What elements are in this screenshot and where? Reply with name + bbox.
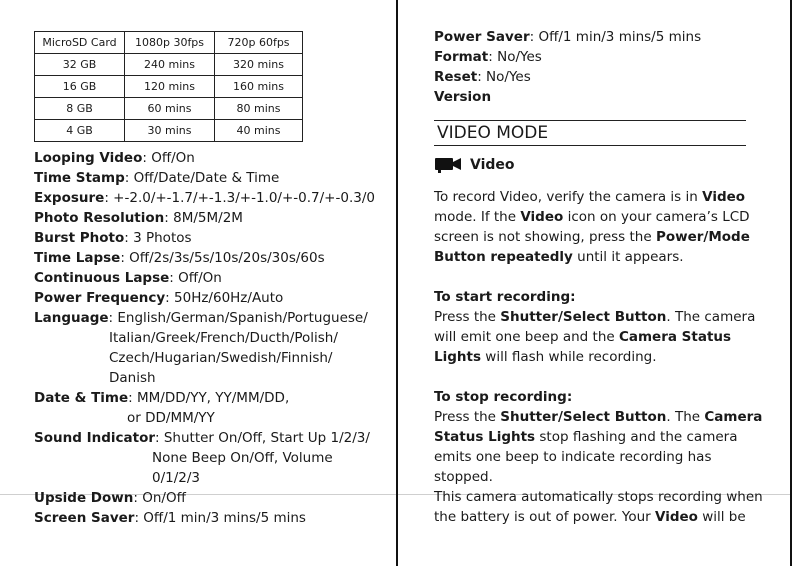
setting-sound-indicator: [34, 428, 375, 448]
setting-language: [34, 308, 375, 328]
table-header: 720p 60fps: [215, 32, 303, 54]
text: Press the: [434, 309, 501, 325]
setting-sound-indicator-cont: 0/1/2/3: [152, 470, 201, 486]
setting-value: : 50Hz/60Hz/Auto: [165, 290, 284, 306]
setting-label: Looping Video: [34, 150, 143, 166]
setting-label: Upside Down: [34, 490, 134, 506]
start-recording-heading: To start recording:: [434, 289, 576, 305]
text: will flash while recording.: [481, 349, 657, 365]
setting-label: Exposure: [34, 190, 105, 206]
text-bold: Power/Mode: [655, 229, 750, 245]
setting-value: : Off/On: [142, 150, 195, 166]
setting-value: : Off/1 min/3 mins/5 mins: [529, 29, 702, 45]
table-cell: 240 mins: [125, 54, 215, 76]
setting-label: Burst Photo: [34, 230, 125, 246]
setting-label: Photo Resolution: [34, 210, 165, 226]
paragraph-stop-recording: [434, 387, 764, 527]
setting-sound-indicator-cont: None Beep On/Off, Volume: [152, 450, 333, 466]
setting-label: Format: [434, 49, 489, 65]
text: until it appears.: [572, 249, 684, 265]
section-title: VIDEO MODE: [434, 120, 746, 146]
text: mode. If the: [434, 209, 521, 225]
settings-list: [34, 148, 375, 528]
setting-value: : No/Yes: [488, 49, 542, 65]
table-cell: 8 GB: [35, 98, 125, 120]
setting-label: Date & Time: [34, 390, 129, 406]
setting-label: Sound Indicator: [34, 430, 156, 446]
setting-value: : Off/1 min/3 mins/5 mins: [134, 510, 306, 526]
setting-photo-resolution: [34, 208, 375, 228]
setting-time-lapse: [34, 248, 375, 268]
text-bold: Video: [702, 189, 746, 205]
video-heading: [434, 156, 515, 174]
text-bold: Shutter/Select Button: [500, 409, 667, 425]
table-cell: 320 mins: [215, 54, 303, 76]
table-cell: 30 mins: [125, 120, 215, 142]
text: . The: [666, 409, 705, 425]
setting-value: : 8M/5M/2M: [164, 210, 243, 226]
setting-label: Continuous Lapse: [34, 270, 170, 286]
table-cell: 60 mins: [125, 98, 215, 120]
setting-value: : Off/On: [169, 270, 222, 286]
setting-reset: [434, 67, 701, 87]
table-header-row: [35, 32, 303, 54]
text: screen is not showing, press the: [434, 229, 656, 245]
table-row: [35, 98, 303, 120]
setting-label: Time Stamp: [34, 170, 125, 186]
setting-value: : Off/2s/3s/5s/10s/20s/30s/60s: [120, 250, 325, 266]
table-cell: 4 GB: [35, 120, 125, 142]
text: Press the: [434, 409, 501, 425]
setting-continuous-lapse: [34, 268, 375, 288]
text: . The camera: [666, 309, 756, 325]
setting-label: Screen Saver: [34, 510, 135, 526]
setting-value: : MM/DD/YY, YY/MM/DD,: [128, 390, 290, 406]
table-cell: 40 mins: [215, 120, 303, 142]
table-header: MicroSD Card: [35, 32, 125, 54]
setting-value: : Shutter On/Off, Start Up 1/2/3/: [155, 430, 370, 446]
setting-label: Language: [34, 310, 109, 326]
text-bold: Video: [520, 209, 564, 225]
paragraph-record-video: [434, 187, 764, 267]
setting-value: : English/German/Spanish/Portuguese/: [108, 310, 368, 326]
setting-value: : +-2.0/+-1.7/+-1.3/+-1.0/+-0.7/+-0.3/0: [104, 190, 375, 206]
table-row: [35, 76, 303, 98]
text-bold: Shutter/Select Button: [500, 309, 667, 325]
setting-power-frequency: [34, 288, 375, 308]
setting-label: Power Saver: [434, 29, 530, 45]
text: the battery is out of power. Your: [434, 509, 655, 525]
setting-date-time: [34, 388, 375, 408]
settings-list-cont: [434, 27, 701, 107]
setting-label: Power Frequency: [34, 290, 166, 306]
text: To record Video, verify the camera is in: [434, 189, 703, 205]
setting-label: Time Lapse: [34, 250, 121, 266]
table-row: [35, 120, 303, 142]
text-bold: Camera: [704, 409, 763, 425]
setting-value: : No/Yes: [477, 69, 531, 85]
text: will be: [697, 509, 746, 525]
table-cell: 32 GB: [35, 54, 125, 76]
setting-label: Version: [434, 89, 492, 105]
table-header: 1080p 30fps: [125, 32, 215, 54]
text-bold: Camera Status: [618, 329, 732, 345]
setting-language-cont: Danish: [109, 370, 156, 386]
recording-time-table: [34, 31, 303, 142]
setting-power-saver: [434, 27, 701, 47]
setting-exposure: [34, 188, 375, 208]
setting-screen-saver: [34, 508, 375, 528]
video-heading-label: Video: [470, 157, 515, 173]
table-cell: 80 mins: [215, 98, 303, 120]
text: will emit one beep and the: [434, 329, 619, 345]
text-bold: Video: [654, 509, 698, 525]
text-bold: Status Lights: [434, 429, 536, 445]
stop-recording-heading: To stop recording:: [434, 389, 573, 405]
table-cell: 16 GB: [35, 76, 125, 98]
table-cell: 120 mins: [125, 76, 215, 98]
text-bold: Lights: [434, 349, 481, 365]
setting-date-time-cont: or DD/MM/YY: [127, 410, 215, 426]
table-cell: 160 mins: [215, 76, 303, 98]
text: emits one beep to indicate recording has: [434, 449, 712, 465]
setting-value: : Off/Date/Date & Time: [124, 170, 280, 186]
text: icon on your camera’s LCD: [563, 209, 750, 225]
setting-value: : On/Off: [133, 490, 186, 506]
paragraph-start-recording: [434, 287, 764, 367]
setting-version: [434, 87, 701, 107]
text-bold: Button repeatedly: [434, 249, 573, 265]
setting-time-stamp: [34, 168, 375, 188]
table-row: [35, 54, 303, 76]
text: This camera automatically stops recording when: [434, 489, 763, 505]
video-camera-icon: [434, 156, 462, 174]
page-divider: [396, 0, 398, 566]
setting-value: : 3 Photos: [124, 230, 192, 246]
text: stop flashing and the camera: [535, 429, 738, 445]
setting-label: Reset: [434, 69, 478, 85]
text: stopped.: [434, 469, 493, 485]
setting-format: [434, 47, 701, 67]
setting-burst-photo: [34, 228, 375, 248]
setting-language-cont: Italian/Greek/French/Ducth/Polish/: [109, 330, 338, 346]
setting-language-cont: Czech/Hugarian/Swedish/Finnish/: [109, 350, 333, 366]
setting-looping-video: [34, 148, 375, 168]
setting-upside-down: [34, 488, 375, 508]
